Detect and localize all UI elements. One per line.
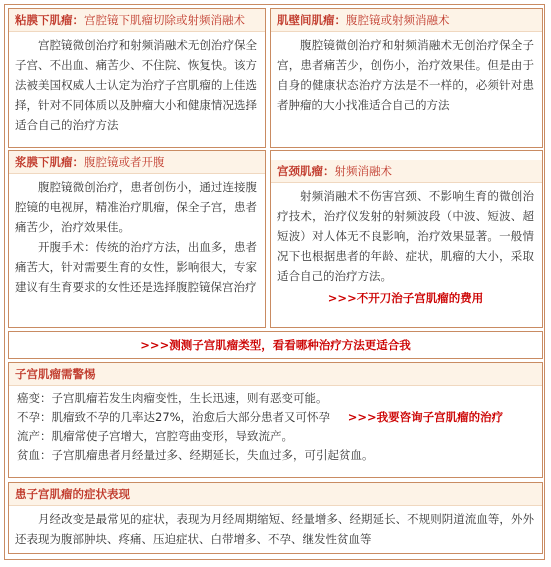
cost-link-wrap: [277, 288, 534, 308]
alert-item-anemia: 贫血：子宫肌瘤患者月经量过多、经期延长，失血过多，可引起贫血。: [17, 448, 374, 462]
card-text: 腹腔镜微创治疗和射频消融术无创治疗保全子宫，患者痛苦少，创伤小，治疗效果佳。但是由于自身的健康状态治疗方法是不一样的，必须针对患者肿瘤的大小找准适合自己的方法: [277, 38, 534, 112]
card-label: 宫颈肌瘤：: [277, 164, 335, 178]
symptoms-text: 月经改变是最常见的症状，表现为月经周期缩短、经量增多、经期延长、不规则阴道流血等，外外还表现为腹部肿块、疼痛、压迫症状、白带增多、不孕、继发性贫血等: [15, 512, 534, 546]
alert-item-cancer: 癌变：子宫肌瘤若发生肉瘤变性，生长迅速，则有恶变可能。: [17, 391, 328, 405]
cost-link[interactable]: >>>不开刀治子宫肌瘤的费用: [327, 291, 484, 305]
alert-list: [9, 386, 542, 465]
card-method: 射频消融术: [334, 164, 392, 178]
section-title: 患子宫肌瘤的症状表现: [15, 487, 130, 501]
card-method: 宫腔镜下肌瘤切除或射频消融术: [84, 13, 245, 27]
card-header: [9, 9, 265, 32]
card-paragraph-2: 开腹手术：传统的治疗方法，出血多，患者痛苦大，针对需要生育的女性，影响很大，专家建议有生育要求的女性还是选择腹腔镜保宫治疗: [15, 240, 257, 294]
quiz-link[interactable]: >>>测测子宫肌瘤类型，看看哪种治疗方法更适合我: [140, 338, 411, 352]
alert-item-text: 不孕：肌瘤致不孕的几率达27%，治愈后大部分患者又可怀孕: [17, 410, 331, 424]
card-method: 腹腔镜或射频消融术: [346, 13, 450, 27]
card-text: 射频消融术不伤害宫颈、不影响生育的微创治疗技术，治疗仪发射的射频波段（中波、短波、超短波）对人体无不良影响，治疗效果显著。一般情况下也根据患者的年龄、症状，肌瘤的大小，采取适合自己的治疗方法。: [277, 189, 534, 283]
card-label: 肌壁间肌瘤：: [277, 13, 346, 27]
consult-link[interactable]: >>>我要咨询子宫肌瘤的治疗: [347, 410, 504, 424]
cervical-fibroid-card: [270, 150, 543, 328]
card-paragraph-1: 腹腔镜微创治疗，患者创伤小，通过连接腹腔镜的电视屏，精准治疗肌瘤，保全子宫，患者痛苦少，治疗效果佳。: [15, 180, 257, 234]
card-body: [271, 32, 542, 115]
quiz-banner: [8, 331, 543, 359]
section-body: [9, 506, 542, 549]
card-text: 宫腔镜微创治疗和射频消融术无创治疗保全子宫、不出血、痛苦少、不住院、恢复快。该方法被美国权威人士认定为治疗子宫肌瘤的上佳选择，针对不同体质以及肿瘤大小和健康情况选择适合自己的治疗方法: [15, 38, 257, 132]
section-title: 子宫肌瘤需警惕: [15, 367, 96, 381]
intramural-fibroid-card: [270, 8, 543, 148]
card-header: [9, 151, 265, 174]
section-header: [9, 363, 542, 386]
subserosal-fibroid-card: [8, 150, 266, 328]
section-header: [9, 483, 542, 506]
alert-section: [8, 362, 543, 478]
card-body: [271, 183, 542, 308]
card-body: [9, 32, 265, 135]
symptoms-section: [8, 482, 543, 554]
submucosal-fibroid-card: [8, 8, 266, 148]
card-header: [271, 160, 542, 183]
alert-item-miscarriage: 流产：肌瘤常使子宫增大，宫腔弯曲变形，导致流产。: [17, 429, 293, 443]
card-body: [9, 174, 265, 297]
card-label: 浆膜下肌瘤：: [15, 155, 84, 169]
alert-item-infertility: [17, 408, 534, 427]
card-method: 腹腔镜或者开腹: [84, 155, 165, 169]
card-header: [271, 9, 542, 32]
card-label: 粘膜下肌瘤：: [15, 13, 84, 27]
